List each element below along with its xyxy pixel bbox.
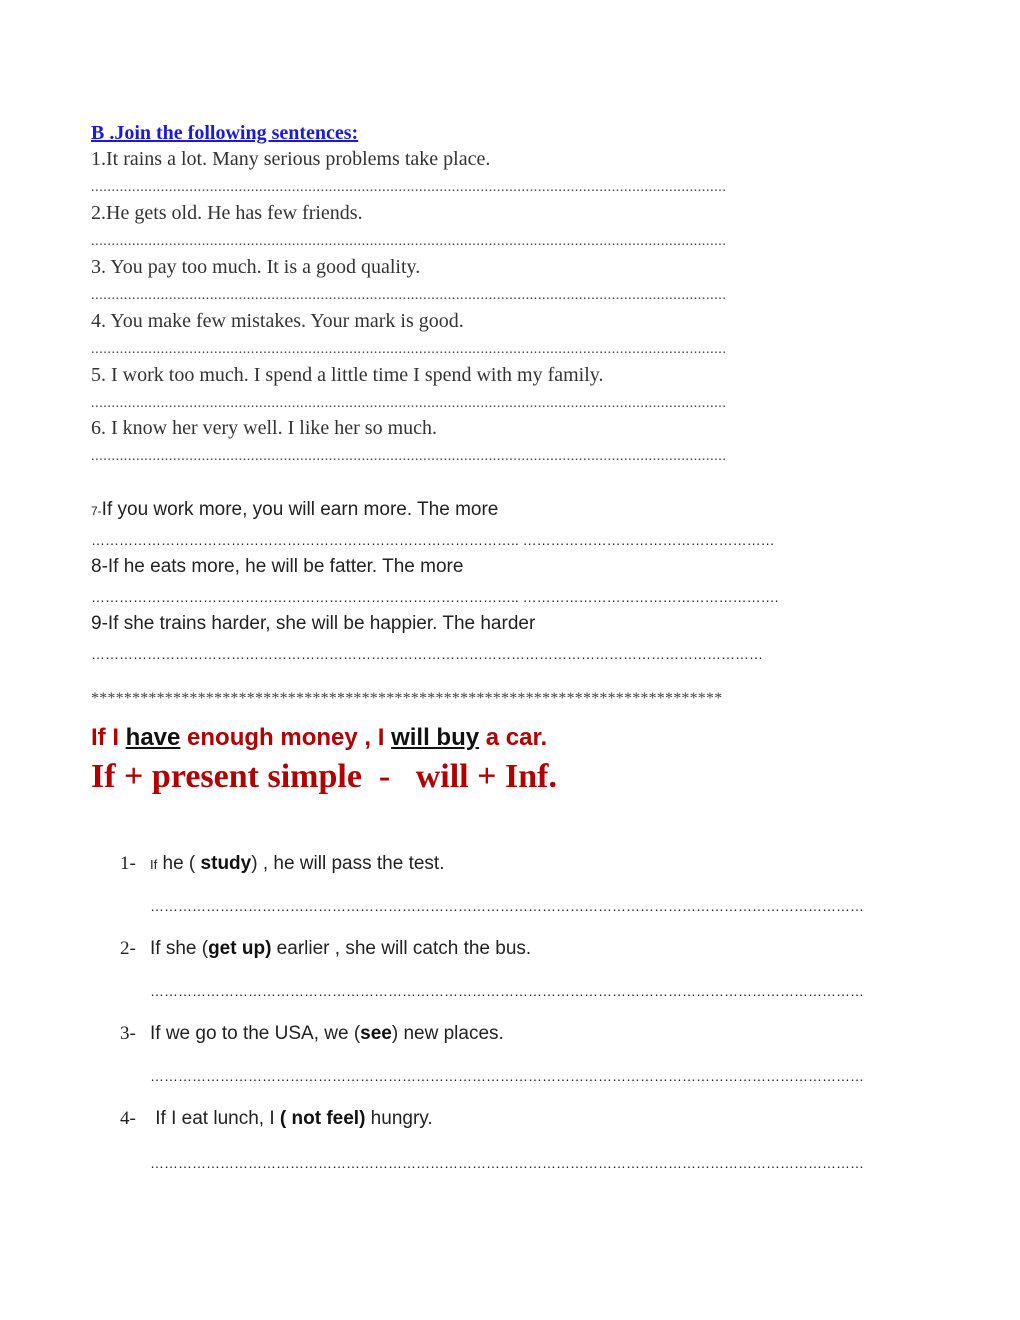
item-text: ) new places. [391,1023,504,1044]
question-6: 6. I know her very well. I like her so much. [91,417,438,439]
answer-line-4[interactable]: ........................................................................................................................................................... [91,342,727,357]
item-text: If we go to the USA, we ( [150,1023,361,1044]
question-9: 9-If she trains harder, she will be happier. The harder [91,613,536,634]
item-small-text: If [150,857,158,872]
answer-line-6[interactable]: ........................................................................................................................................................... [91,449,727,464]
answer-line-5[interactable]: ........................................................................................................................................................... [91,396,727,411]
item-text: he ( [157,853,201,874]
item-text: If she ( [150,938,209,959]
item-verb: get up) [208,938,272,959]
answer-line-2[interactable]: ........................................................................................................................................................... [91,234,727,249]
item-number-1: 1- [120,853,136,874]
example-underlined-verb: will buy [391,724,480,751]
question-3: 3. You pay too much. It is a good quality. [91,256,421,278]
answer-line-9[interactable]: ……………………………………………………………………………………………………………………………… [91,646,763,662]
question-1: 1.It rains a lot. Many serious problems take place. [91,148,491,170]
item-number-4: 4- [120,1108,136,1129]
example-part: a car. [479,724,548,751]
conditional-item-3 [150,1023,504,1045]
answer-line-1[interactable]: ........................................................................................................................................................... [91,180,727,195]
question-7 [91,499,498,521]
conditional-item-1 [150,853,444,875]
item-verb: ( not feel) [279,1108,366,1129]
question-5: 5. I work too much. I spend a little time I spend with my family. [91,364,604,386]
answer-line-3[interactable]: ........................................................................................................................................................... [91,288,727,303]
item-text: hungry. [365,1108,433,1129]
conditional-item-2 [150,938,531,960]
divider-stars: ***************************************************************************** [91,690,723,707]
question-8: 8-If he eats more, he will be fatter. The more [91,556,464,577]
example-underlined-verb: have [125,724,181,751]
answer-line-c1[interactable]: ……………………………………………………………………………………………………………………………………… [150,898,864,914]
item-text: earlier , she will catch the bus. [271,938,532,959]
item-text: If I eat lunch, I [150,1108,280,1129]
answer-line-c3[interactable]: ……………………………………………………………………………………………………………………………………… [150,1068,864,1084]
item-verb: see [360,1023,392,1044]
answer-line-8[interactable]: ……………………………………………………………………………….. ………………………………………………. [91,589,779,605]
conditional-item-4 [150,1108,433,1130]
item-number-2: 2- [120,938,136,959]
section-heading: B .Join the following sentences: [91,122,359,144]
example-sentence [91,724,547,752]
answer-line-7[interactable]: ……………………………………………………………………………….. ……………………………………………… [91,532,775,548]
answer-line-c2[interactable]: ……………………………………………………………………………………………………………………………………… [150,983,864,999]
grammar-rule: If + present simple - will + Inf. [91,758,557,795]
question-2: 2.He gets old. He has few friends. [91,202,363,224]
item-number-3: 3- [120,1023,136,1044]
answer-line-c4[interactable]: ……………………………………………………………………………………………………………………………………… [150,1155,864,1171]
example-part: enough money , I [180,724,392,751]
item-text: ) , he will pass the test. [251,853,445,874]
example-part: If I [91,724,126,751]
question-7-number: 7- [91,504,102,518]
question-4: 4. You make few mistakes. Your mark is good. [91,310,464,332]
item-verb: study [200,853,252,874]
question-7-text: If you work more, you will earn more. The more [101,499,499,520]
